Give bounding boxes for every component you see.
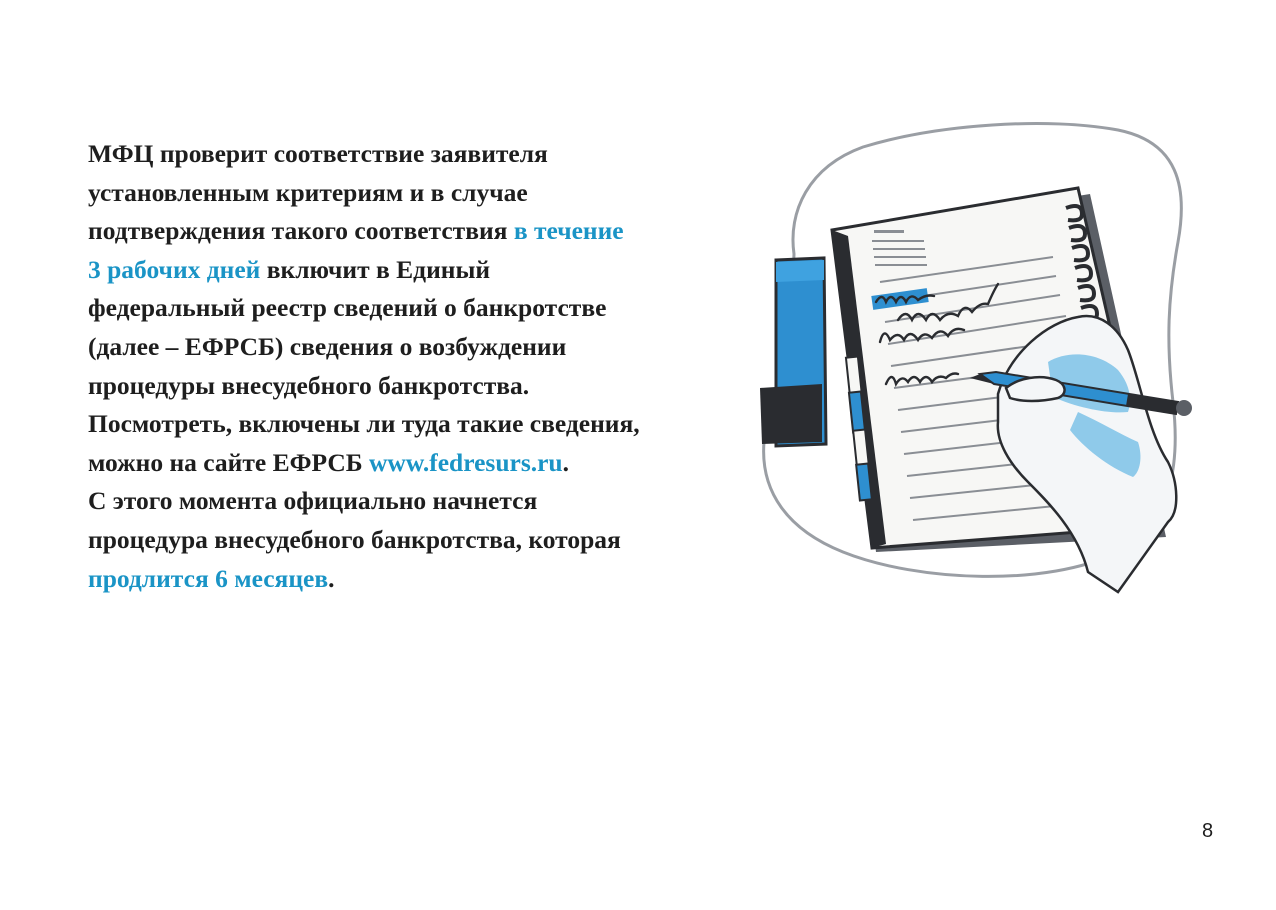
highlight-term-duration: продлится 6 месяцев xyxy=(88,563,329,593)
paragraph-text: можно на сайте ЕФРСБ xyxy=(88,447,370,477)
main-paragraph xyxy=(88,135,748,598)
highlighter-marker xyxy=(760,258,826,446)
highlight-term-days: 3 рабочих дней xyxy=(88,254,261,284)
paragraph-line-5: федеральный реестр сведений о банкротстве xyxy=(88,293,607,323)
paragraph-line-11: процедура внесудебного банкротства, которая xyxy=(88,524,621,554)
paragraph-line-9 xyxy=(88,444,748,483)
highlight-term-period: в течение xyxy=(513,216,624,246)
paragraph-line-7: процедуры внесудебного банкротства. xyxy=(88,370,530,400)
page-number: 8 xyxy=(1202,820,1214,842)
fedresurs-link[interactable]: www.fedresurs.ru xyxy=(369,447,563,477)
notebook-writing-hand-icon xyxy=(748,112,1198,607)
paragraph-text: . xyxy=(562,447,569,477)
paragraph-line-8: Посмотреть, включены ли туда такие сведения, xyxy=(88,409,640,439)
paragraph-line-3 xyxy=(88,212,748,251)
paragraph-line-2: установленным критериям и в случае xyxy=(88,177,528,207)
paragraph-line-1: МФЦ проверит соответствие заявителя xyxy=(88,139,548,168)
paragraph-text: . xyxy=(328,563,335,593)
paragraph-line-10: С этого момента официально начнется xyxy=(88,486,538,516)
paragraph-text: включит в Единый xyxy=(260,254,491,284)
paragraph-line-12 xyxy=(88,560,748,599)
paragraph-line-4 xyxy=(88,251,748,290)
paragraph-text: подтверждения такого соответствия xyxy=(88,216,514,246)
paragraph-line-6: (далее – ЕФРСБ) сведения о возбуждении xyxy=(88,331,567,361)
writing-hand xyxy=(998,316,1176,592)
